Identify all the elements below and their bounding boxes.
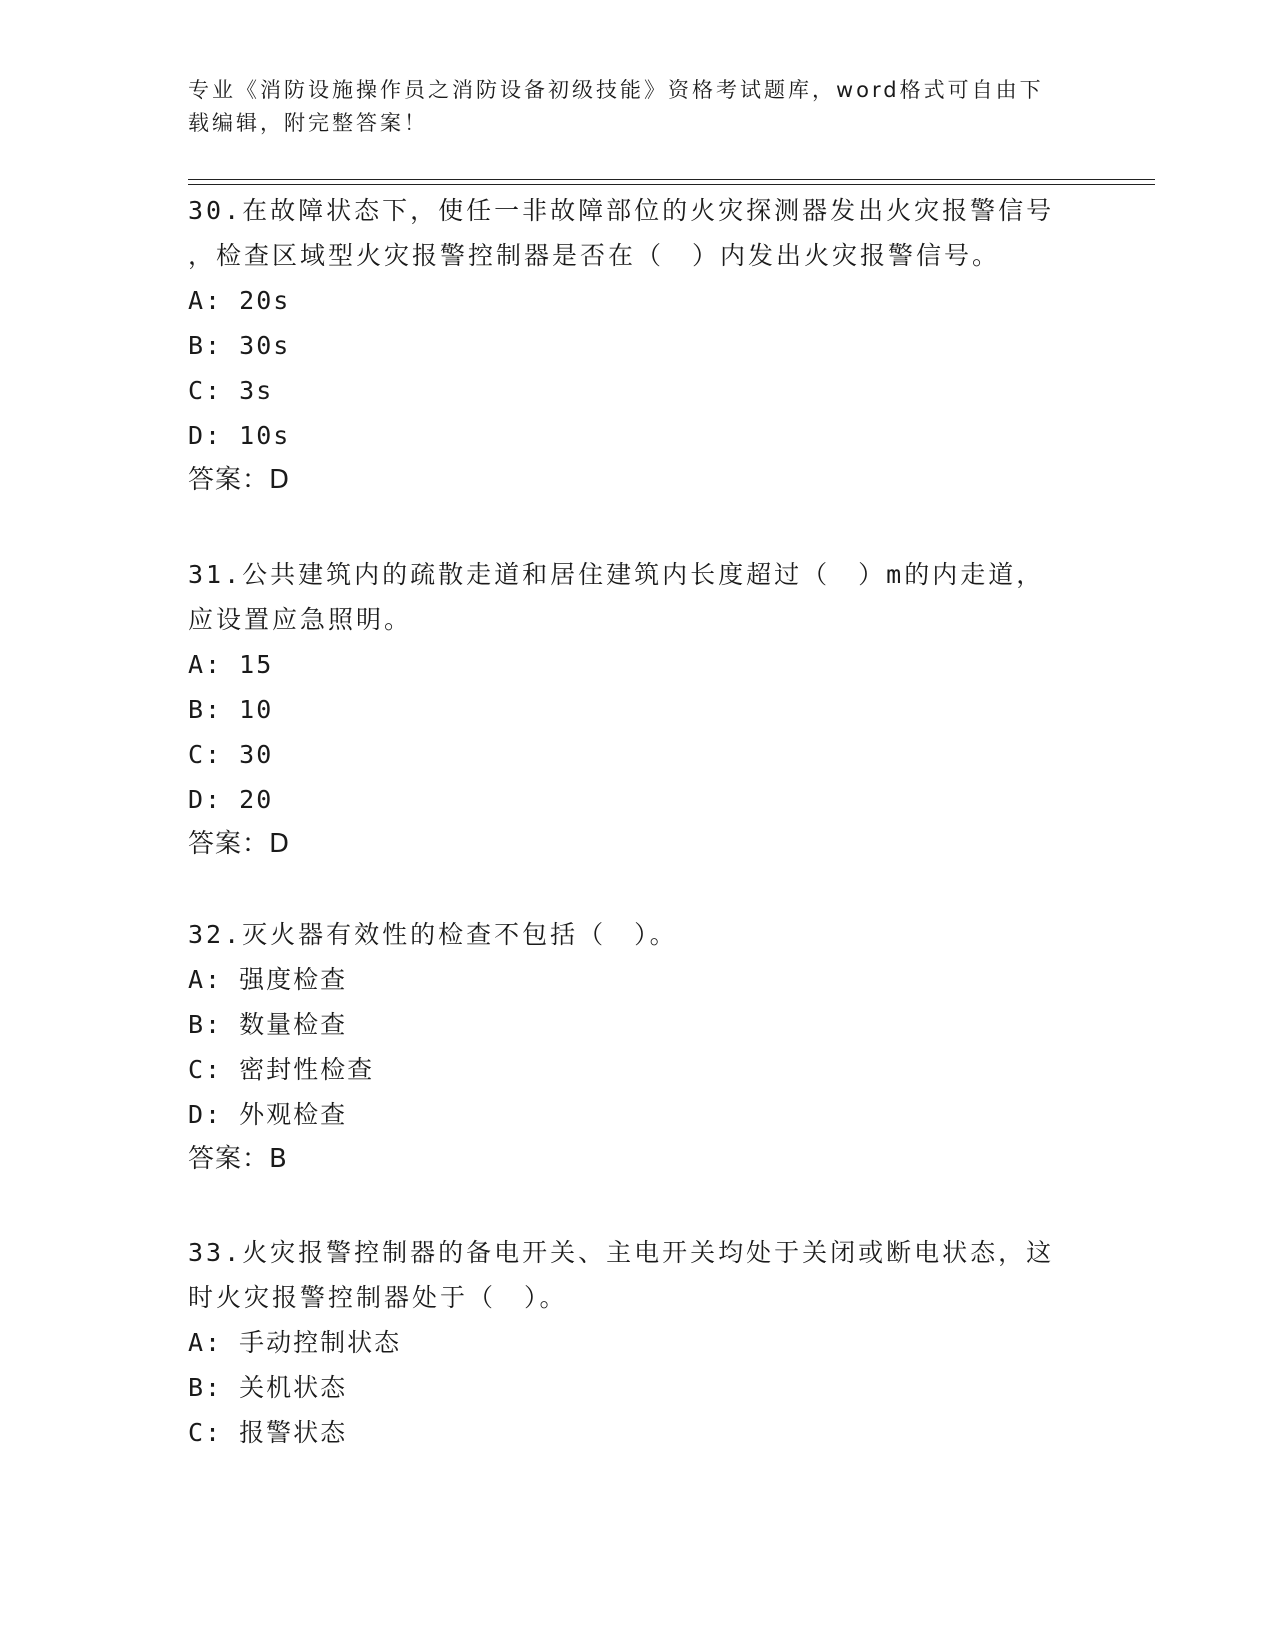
- question-stem-line: 31.公共建筑内的疏散走道和居住建筑内长度超过（ ）m的内走道，: [188, 560, 1045, 589]
- option-c: C: 3s: [188, 376, 274, 405]
- question-stem-line: 32.灭火器有效性的检查不包括（ ）。: [188, 920, 678, 949]
- option-c: C: 30: [188, 740, 274, 769]
- option-b: B: 数量检查: [188, 1010, 348, 1039]
- option-b: B: 10: [188, 695, 274, 724]
- option-b: B: 关机状态: [188, 1373, 348, 1402]
- option-a: A: 手动控制状态: [188, 1328, 402, 1357]
- question-stem-line: ，检查区域型火灾报警控制器是否在（ ）内发出火灾报警信号。: [188, 241, 1001, 270]
- question-31: [188, 552, 1088, 867]
- question-stem-line: 33.火灾报警控制器的备电开关、主电开关均处于关闭或断电状态，这: [188, 1238, 1055, 1267]
- option-a: A: 强度检查: [188, 965, 348, 994]
- question-stem-line: 时火灾报警控制器处于（ ）。: [188, 1283, 568, 1312]
- option-a: A: 20s: [188, 286, 291, 315]
- option-b: B: 30s: [188, 331, 291, 360]
- option-d: D: 20: [188, 785, 274, 814]
- question-stem-line: 30.在故障状态下，使任一非故障部位的火灾探测器发出火灾报警信号: [188, 196, 1055, 225]
- header-divider-top: [188, 179, 1155, 180]
- question-30: [188, 188, 1088, 503]
- answer: 答案：D: [188, 465, 291, 495]
- option-d: D: 10s: [188, 421, 291, 450]
- document-header: [188, 74, 1088, 140]
- header-line-1: 专业《消防设施操作员之消防设备初级技能》资格考试题库，word格式可自由下: [188, 78, 1044, 102]
- answer: 答案：B: [188, 1144, 288, 1174]
- option-d: D: 外观检查: [188, 1100, 348, 1129]
- option-a: A: 15: [188, 650, 274, 679]
- question-stem-line: 应设置应急照明。: [188, 605, 413, 634]
- header-divider-bottom: [188, 184, 1155, 185]
- option-c: C: 报警状态: [188, 1418, 348, 1447]
- answer: 答案：D: [188, 829, 291, 859]
- question-33: [188, 1230, 1088, 1455]
- question-32: [188, 912, 1088, 1182]
- header-line-2: 载编辑，附完整答案！: [188, 111, 428, 135]
- option-c: C: 密封性检查: [188, 1055, 375, 1084]
